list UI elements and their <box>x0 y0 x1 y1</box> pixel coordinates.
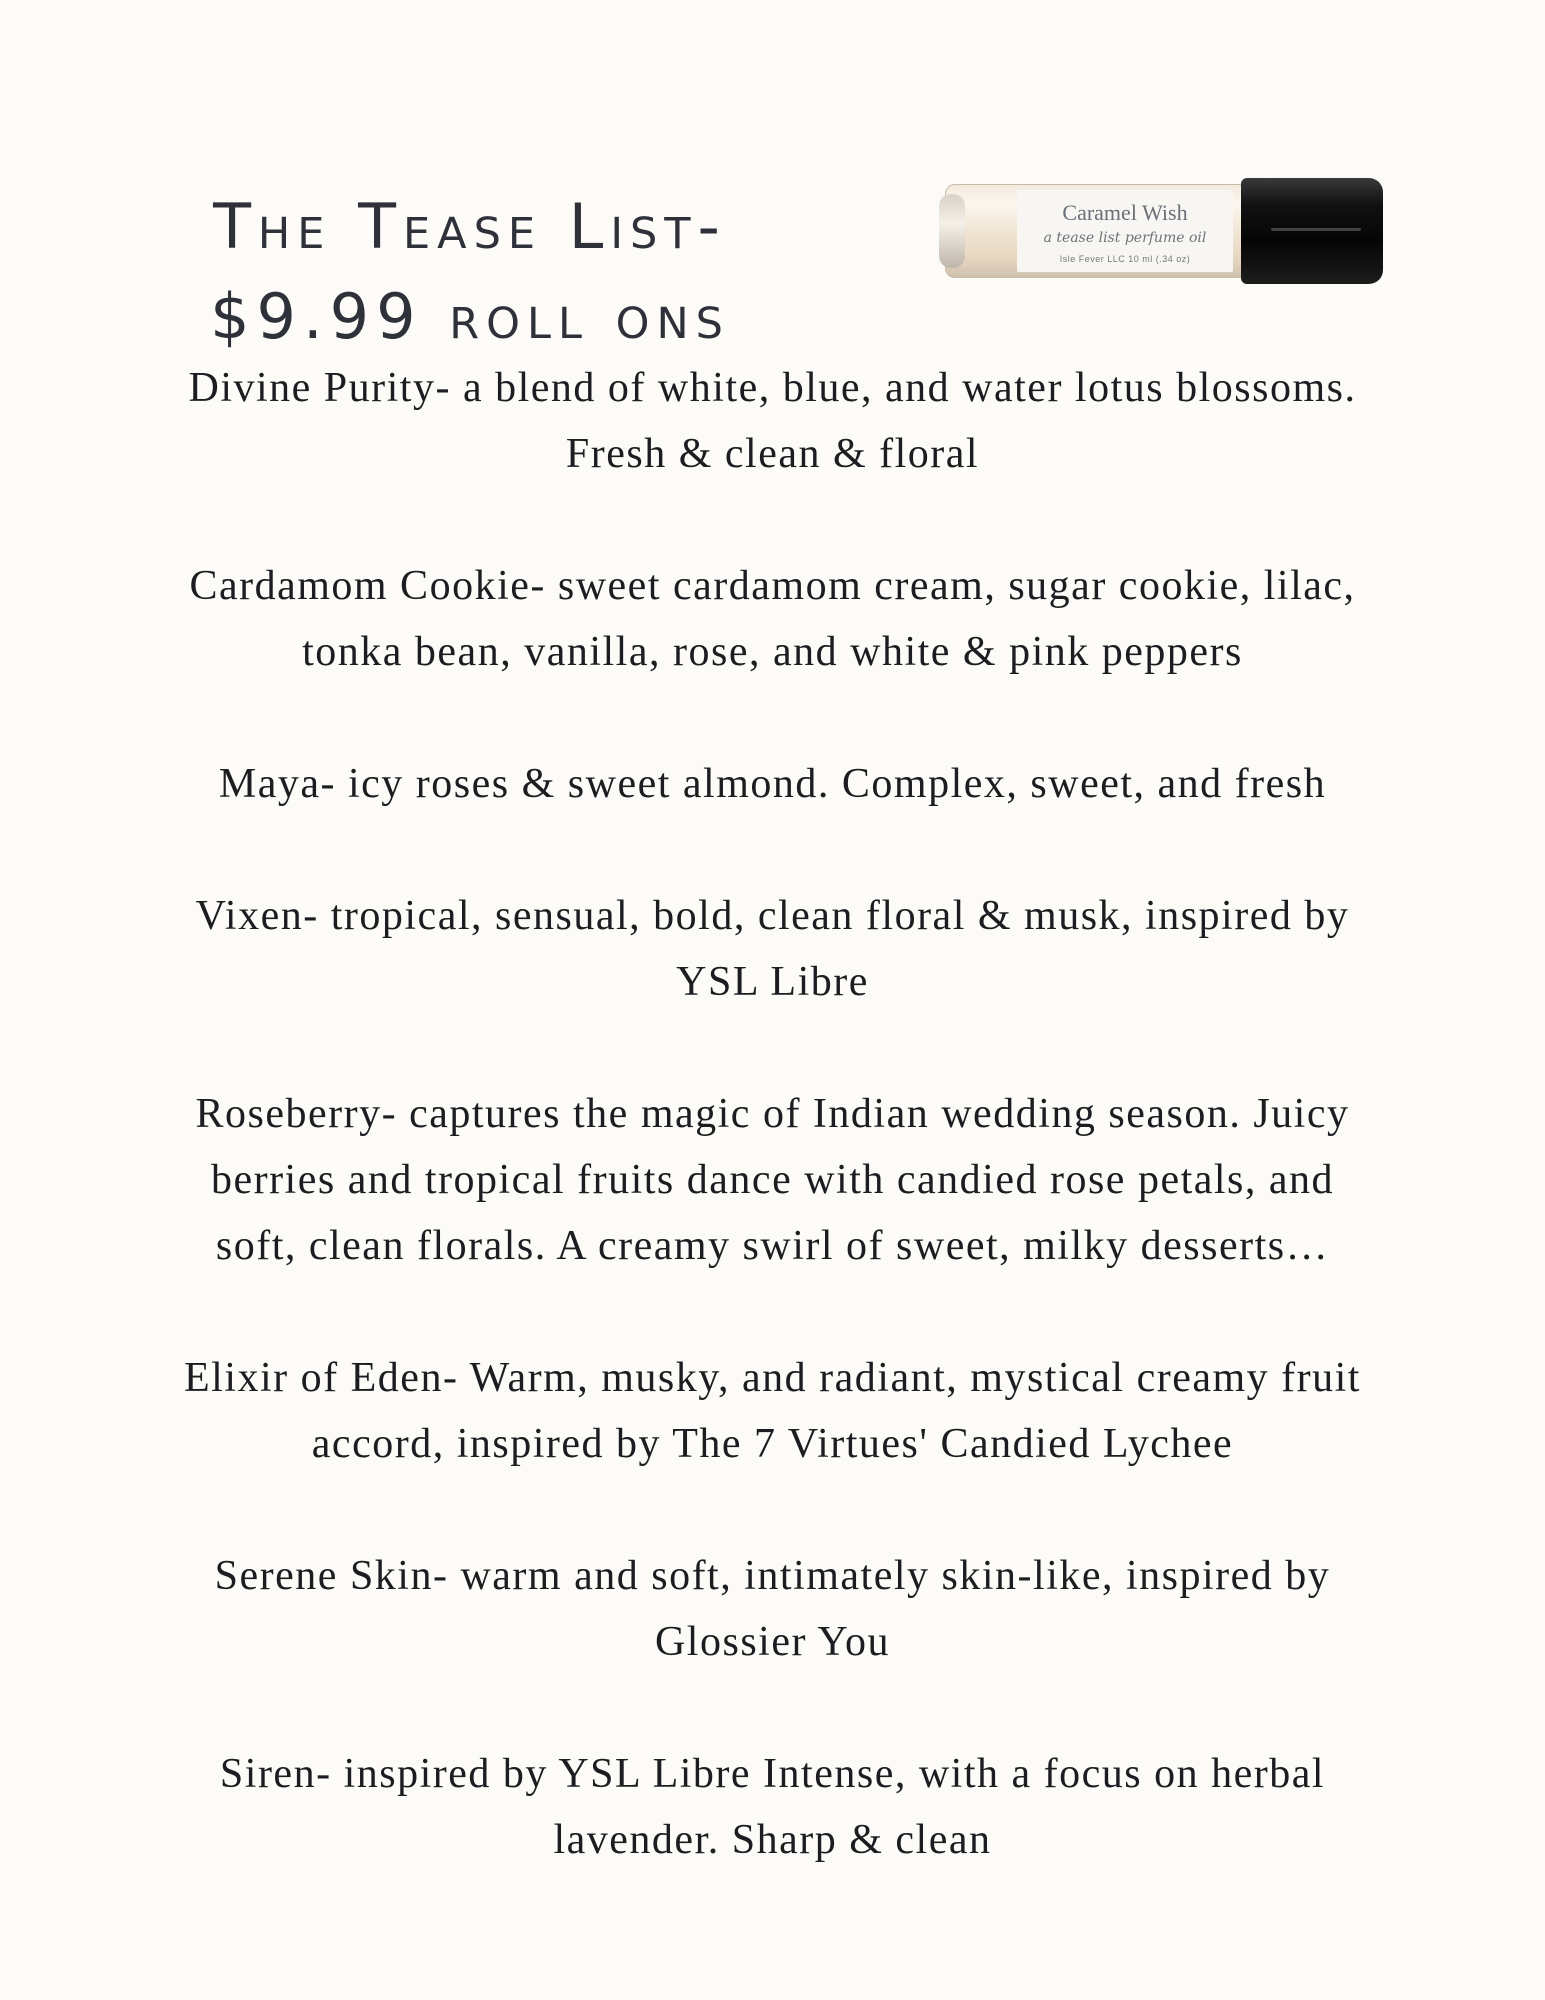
entry-line: soft, clean florals. A creamy swirl of sweet, milky desserts… <box>215 1223 1330 1269</box>
scent-entry-maya <box>50 751 1495 817</box>
bottle-label-name: Caramel Wish <box>1062 200 1188 225</box>
scent-list <box>50 355 1495 1939</box>
entry-line: YSL Libre <box>676 959 869 1005</box>
bottle-label-subtitle: a tease list perfume oil <box>1043 230 1207 246</box>
scent-entry-divine-purity <box>50 355 1495 487</box>
entry-line: Vixen- tropical, sensual, bold, clean floral & musk, inspired by <box>195 893 1350 939</box>
scent-entry-cardamom-cookie <box>50 553 1495 685</box>
roll-on-bottle-image <box>945 178 1385 284</box>
bottle-roller-ball <box>939 194 965 268</box>
header <box>0 140 1545 353</box>
title-line-1: The Tease List- <box>213 189 727 263</box>
entry-line: berries and tropical fruits dance with candied rose petals, and <box>210 1157 1335 1203</box>
entry-line: Siren- inspired by YSL Libre Intense, with a focus on herbal <box>219 1751 1326 1797</box>
entry-line: tonka bean, vanilla, rose, and white & pink peppers <box>302 629 1243 675</box>
scent-entry-serene-skin <box>50 1543 1495 1675</box>
entry-line: Cardamom Cookie- sweet cardamom cream, sugar cookie, lilac, <box>189 563 1356 609</box>
scent-entry-roseberry <box>50 1081 1495 1279</box>
scent-entry-elixir-of-eden <box>50 1345 1495 1477</box>
bottle-label <box>1017 190 1233 272</box>
entry-line: Roseberry- captures the magic of Indian wedding season. Juicy <box>195 1091 1350 1137</box>
entry-line: Glossier You <box>654 1619 891 1665</box>
scent-entry-vixen <box>50 883 1495 1015</box>
entry-line: Elixir of Eden- Warm, musky, and radiant, mystical creamy fruit <box>184 1355 1361 1401</box>
entry-line: Fresh & clean & floral <box>565 431 980 477</box>
page-title <box>130 182 810 362</box>
bottle-label-footer: Isle Fever LLC 10 ml (.34 oz) <box>1059 254 1191 264</box>
entry-line: Maya- icy roses & sweet almond. Complex, sweet, and fresh <box>218 761 1327 807</box>
entry-line: Serene Skin- warm and soft, intimately skin-like, inspired by <box>214 1553 1331 1599</box>
entry-line: Divine Purity- a blend of white, blue, and water lotus blossoms. <box>188 365 1357 411</box>
entry-line: accord, inspired by The 7 Virtues' Candied Lychee <box>311 1421 1234 1467</box>
entry-line: lavender. Sharp & clean <box>553 1817 992 1863</box>
bottle-cap <box>1241 178 1383 284</box>
scent-entry-siren <box>50 1741 1495 1873</box>
title-line-2: $9.99 roll ons <box>210 279 730 353</box>
